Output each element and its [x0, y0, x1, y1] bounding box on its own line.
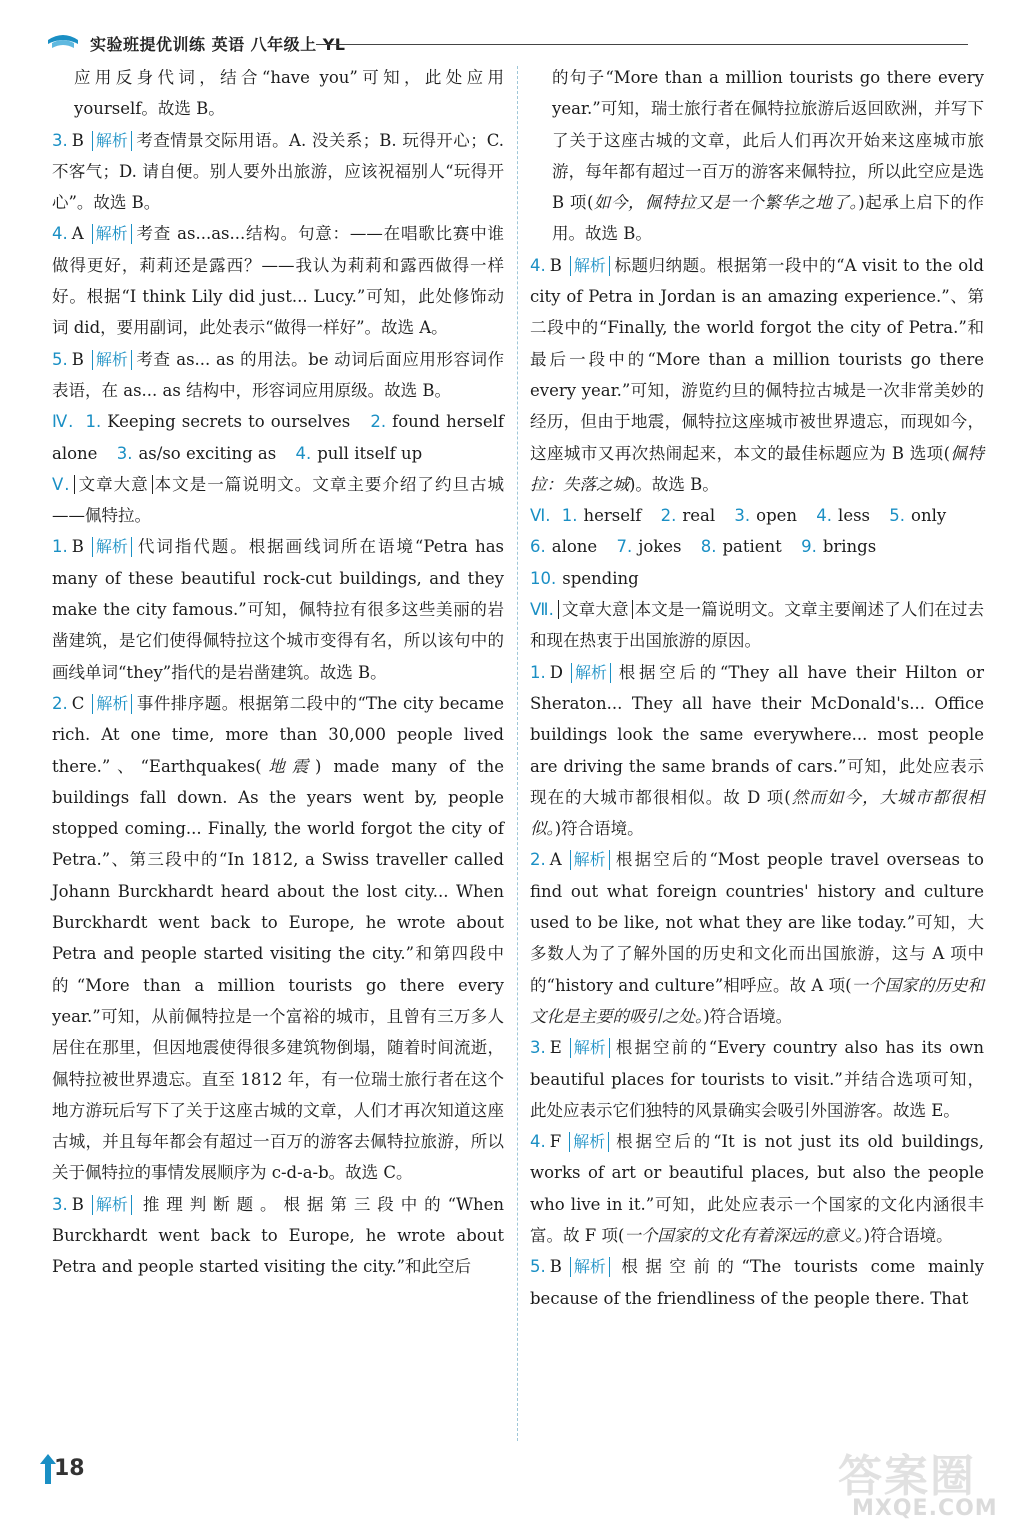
fill-answer [816, 506, 870, 525]
analysis-tag: 解析 [570, 1038, 610, 1058]
item-number: 4. [52, 224, 68, 244]
section-vi-answers [530, 500, 984, 594]
analysis-text-cont: )。故选 B。 [629, 474, 719, 494]
answer-item [52, 218, 504, 343]
item-number: 1. [530, 662, 546, 682]
paragraph-text: 的句子“More than a million tourists go there every year.”可知，瑞士旅行者在佩特拉旅游后返回欧洲，并写下了关于这座古城的文章，此后人们再次开始来这座城市旅游，每年都有超过一百万的游客来佩特拉，所以此空应是选 B 项( [552, 68, 984, 213]
summary-tag: 文章大意 [558, 600, 633, 619]
answer-item [530, 657, 984, 845]
continued-paragraph [530, 62, 984, 250]
fill-answer [530, 537, 597, 556]
answer-item [52, 688, 504, 1189]
answer-text: herself [583, 506, 642, 526]
item-number: 7. [616, 537, 633, 557]
page-number-badge [40, 1452, 90, 1488]
analysis-tag: 解析 [92, 224, 132, 244]
summary-text: 本文是一篇说明文。文章主要介绍了约旦古城——佩特拉。 [52, 474, 505, 526]
watermark-url: MXQE.COM [852, 1496, 998, 1521]
answer-item [530, 1251, 984, 1314]
fill-answer [85, 412, 350, 431]
item-number: 1. [52, 537, 68, 557]
answer-letter: B [549, 1257, 562, 1277]
fill-answer [117, 444, 277, 463]
analysis-text: 根据空前的“The tourists come mainly because of the friendliness of the people there. That [530, 1257, 984, 1308]
item-number: 10. [530, 568, 557, 588]
site-watermark [832, 1440, 1002, 1530]
item-number: 4. [530, 255, 546, 275]
answer-item [52, 125, 504, 219]
analysis-tag: 解析 [92, 537, 132, 557]
handwritten-note: 一个国家的历史和文化是主要的吸引之处。 [530, 975, 985, 1026]
section-number: Ⅶ. [530, 600, 554, 620]
answer-text: found herself alone [52, 412, 504, 463]
item-number: 2. [52, 693, 68, 713]
item-number: 4. [295, 443, 312, 463]
answer-item [530, 844, 984, 1032]
item-number: 3. [530, 1038, 546, 1058]
section-iv-answers [52, 406, 504, 469]
answer-letter: B [71, 1194, 84, 1214]
answer-letter: A [71, 224, 84, 244]
section-vii-summary [530, 594, 984, 657]
fill-answer [661, 506, 716, 525]
summary-text: 本文是一篇说明文。文章主要阐述了人们在过去和现在热衷于出国旅游的原因。 [530, 600, 985, 651]
answer-text: open [756, 506, 798, 526]
analysis-tag: 解析 [92, 350, 132, 370]
analysis-text-cont: )符合语境。 [554, 819, 644, 839]
section-number: Ⅳ. [52, 412, 74, 432]
item-number: 6. [530, 537, 546, 557]
answer-text: as/so exciting as [138, 443, 277, 463]
right-column [530, 62, 984, 1314]
answer-item [530, 1032, 984, 1126]
item-number: 2. [370, 412, 387, 432]
analysis-tag: 解析 [571, 663, 611, 683]
continued-paragraph: 应用反身代词，结合“have you”可知，此处应用yourself。故选 B。 [74, 68, 504, 119]
item-number: 2. [530, 850, 546, 870]
item-number: 1. [85, 412, 102, 432]
section-number: Ⅵ. [530, 506, 551, 526]
fill-answer [889, 506, 946, 525]
analysis-tag: 解析 [92, 694, 132, 714]
fill-answer [701, 537, 782, 556]
handwritten-note: 如今，佩特拉又是一个繁华之地了。 [593, 193, 859, 213]
summary-tag: 文章大意 [74, 475, 153, 494]
handwritten-note: 佩特拉：失落之城 [530, 443, 984, 494]
answer-text: alone [551, 537, 598, 557]
analysis-text-cont: ) made many of the buildings fall down. As the years went by, people stopped coming... Finally, the world forgot the city of Petra.”、第三段中的“In 1812, a Swiss traveller called Johann Burckhardt heard about the lost city... When Burckhardt went back to Europe, he wrote about Petra and people started visiting the city.”和第四段中的“More than a million tourists go there every year.”可知，从前佩特拉是一个富裕的城市，且曾有三万多人居住在那里，但因地震使得很多建筑物倒塌，随着时间流逝，佩特拉被世界遗忘。直至 1812 年，有一位瑞士旅行者在这个地方游玩后写下了关于这座古城的文章，人们才再次知道这座古城，并且每年都会有超过一百万的游客去佩特拉旅游，所以关于佩特拉的事情发展顺序为 c-d-a-b。故选 C。 [52, 756, 504, 1183]
analysis-text: 考查 as... as 的用法。be 动词后面应用形容词作表语，在 as... as 结构中，形容词应用原级。故选 B。 [52, 349, 504, 400]
analysis-text: 根据空后的“It is not just its old buildings, works of art or beautiful places, but also the people who live in it.”可知，此处应表示一个国家的文化内涵很丰富。故 F 项( [530, 1132, 984, 1245]
paragraph-text-end: )起承上启下的作用。故选 B。 [552, 193, 985, 244]
page-number: 18 [54, 1456, 85, 1481]
page-header [0, 0, 1024, 60]
analysis-text: 标题归纳题。根据第一段中的“A visit to the old city of Petra in Jordan is an amazing experience.”、第二段中的“Finally, the world forgot the city of Petra.”和最后一段中的“More than a million tourists go there every year.”可知，游览约旦的佩特拉古城是一次非常美妙的经历，但由于地震，佩特拉这座城市被世界遗忘，而现如今，这座城市又再次热闹起来，本文的最佳标题应为 B 选项( [530, 255, 984, 463]
answer-letter: F [549, 1132, 562, 1152]
item-number: 1. [561, 506, 578, 526]
answer-text: spending [562, 568, 639, 588]
analysis-tag: 解析 [569, 1132, 609, 1152]
item-number: 5. [52, 349, 68, 369]
answer-text: only [911, 506, 947, 526]
header-title: 实验班提优训练 英语 八年级上 YL [90, 35, 346, 54]
handwritten-note: 然而如今，大城市都很相似。 [530, 787, 985, 839]
watermark-logo-text: 答案圈 [838, 1451, 976, 1502]
analysis-text: 推理判断题。根据第三段中的“When Burckhardt went back to Europe, he wrote about Petra and people started visiting the city.”和此空后 [52, 1194, 504, 1277]
analysis-tag: 解析 [570, 850, 610, 870]
answer-item [52, 344, 504, 407]
analysis-tag: 解析 [570, 256, 610, 276]
answer-text: brings [822, 537, 877, 557]
answer-letter: E [549, 1038, 562, 1058]
analysis-text: 代词指代题。根据画线词所在语境“Petra has many of these beautiful rock-cut buildings, and they make the city famous.”可知，佩特拉有很多这些美丽的岩凿建筑，是它们使得佩特拉这个城市变得有名，所以该句中的画线单词“they”指代的是岩凿建筑。故选 B。 [52, 537, 504, 682]
section-v-summary [52, 469, 504, 532]
fill-answer [530, 569, 639, 588]
answer-text: jokes [638, 537, 682, 557]
answer-letter: B [71, 349, 84, 369]
item-number: 3. [734, 506, 751, 526]
analysis-tag: 解析 [92, 131, 132, 151]
handwritten-note: 地震 [261, 756, 316, 776]
answer-letter: A [549, 850, 562, 870]
item-number: 5. [889, 506, 906, 526]
item-number: 2. [660, 506, 677, 526]
fill-answer [562, 506, 642, 525]
left-column [52, 62, 504, 1283]
item-number: 3. [52, 1194, 68, 1214]
answer-item [530, 1126, 984, 1251]
item-number: 4. [530, 1132, 546, 1152]
answer-letter: C [71, 693, 85, 713]
answer-letter: D [549, 662, 563, 682]
answer-item [52, 1189, 504, 1283]
answer-item [52, 531, 504, 687]
answer-letter: B [71, 537, 84, 557]
answer-text: patient [722, 537, 782, 557]
analysis-tag: 解析 [92, 1195, 132, 1215]
answer-text: pull itself up [317, 443, 423, 463]
item-number: 9. [801, 537, 817, 557]
fill-answer [295, 444, 422, 463]
answer-text: less [838, 506, 871, 526]
analysis-text: 根据空后的“They all have their Hilton or Sheraton... They all have their McDonald's... Office buildings look the same everywhere... most people are driving the same brands of cars.”可知，此处应表示现在的大城市都很相似。故 D 项( [530, 662, 984, 807]
answer-letter: B [549, 255, 562, 275]
answer-item [530, 250, 984, 500]
item-number: 4. [816, 506, 833, 526]
answer-text: Keeping secrets to ourselves [107, 412, 351, 432]
analysis-text: 事件排序题。根据第二段中的“The city became rich. At one time, more than 30,000 people lived there.”、“Earthquakes( [52, 693, 504, 776]
analysis-text: 考查情景交际用语。A. 没关系；B. 玩得开心；C. 不客气；D. 请自便。别人要外出旅游，应该祝福别人“玩得开心”。故选 B。 [52, 130, 504, 213]
analysis-text: 根据空后的“Most people travel overseas to find out what foreign countries' history and culture used to be like, not what they are like today.”可知，大多数人为了了解外国的历史和文化而出国旅游，这与 A 项中的“history and culture”相呼应。故 A 项( [530, 850, 984, 995]
analysis-text-cont: )符合语境。 [863, 1225, 953, 1245]
analysis-tag: 解析 [570, 1257, 610, 1277]
section-number: Ⅴ. [52, 474, 70, 494]
handwritten-note: 一个国家的文化有着深远的意义。 [624, 1225, 864, 1245]
analysis-text: 根据空前的“Every country also has its own beautiful places for tourists to visit.”并结合选项可知，此处应表示它们独特的风景确实会吸引外国游客。故选 E。 [530, 1038, 984, 1120]
analysis-text: 考查 as...as...结构。句意：——在唱歌比赛中谁做得更好，莉莉还是露西？——我认为莉莉和露西做得一样好。根据“I think Lily did just... Lucy.”可知，此处修饰动词 did，要用副词，此处表示“做得一样好”。故选 A。 [52, 224, 504, 338]
fill-answer [801, 537, 876, 556]
header-rule [316, 44, 968, 45]
answer-text: real [682, 506, 716, 526]
item-number: 3. [52, 130, 68, 150]
book-logo-icon [46, 30, 80, 52]
item-number: 8. [700, 537, 717, 557]
analysis-text-cont: )符合语境。 [703, 1006, 793, 1026]
item-number: 3. [116, 443, 133, 463]
answer-letter: B [71, 130, 84, 150]
column-divider [517, 66, 518, 1441]
item-number: 5. [530, 1257, 546, 1277]
fill-answer [734, 506, 797, 525]
fill-answer [616, 537, 681, 556]
